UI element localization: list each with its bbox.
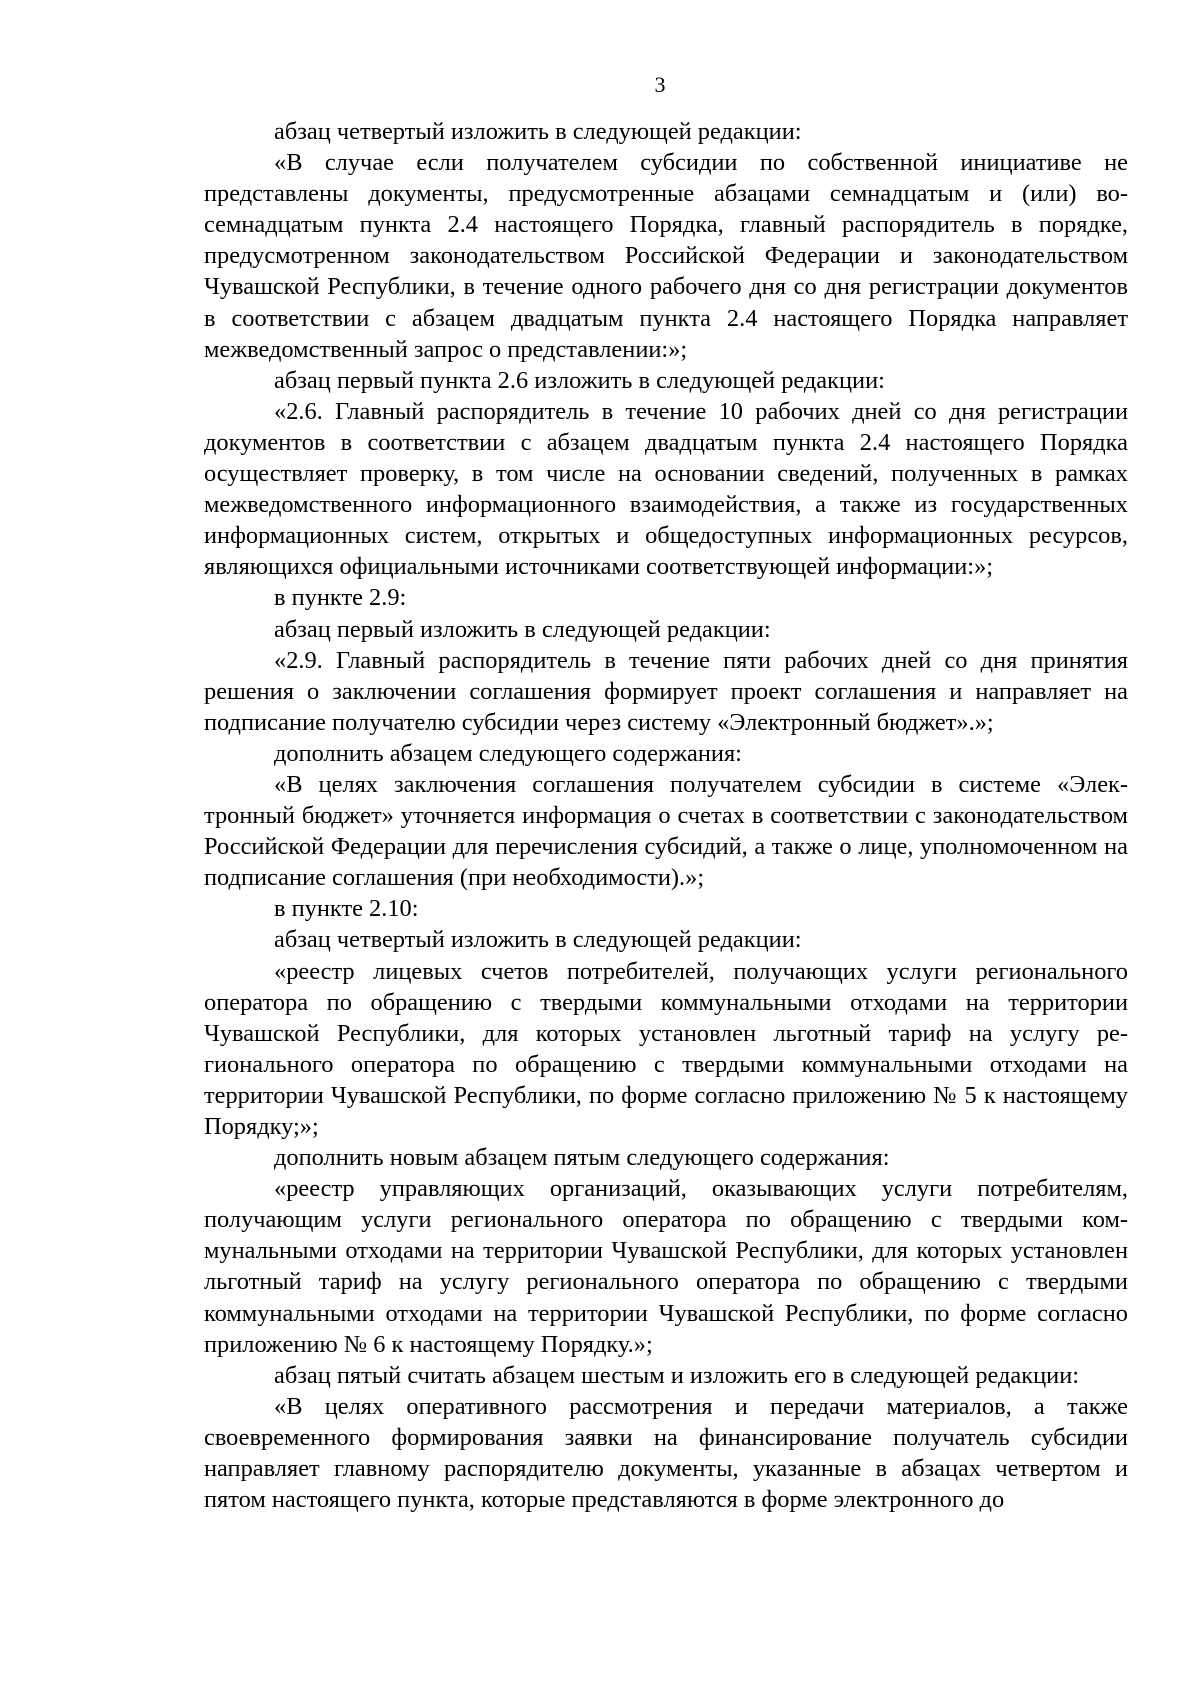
paragraph: в пункте 2.10: <box>274 895 419 923</box>
paragraph: абзац первый изложить в следующей редакции: <box>274 615 771 643</box>
paragraph: абзац четвертый изложить в следующей редакции: <box>274 118 802 145</box>
paragraph: «реестр лицевых счетов потребителей, получающих услуги регионального оператора по обращению с твердыми коммунальными отходами на территории Чувашской Республики, для которых установлен льготный тариф на услугу регионального оператора по обращению с твердыми коммунальными отходами на территории Чувашской Республики, по форме согласно приложению № 5 к настоящему Порядку;»; <box>204 957 1128 1140</box>
paragraph: абзац четвертый изложить в следующей редакции: <box>274 926 802 954</box>
paragraph: «2.9. Главный распорядитель в течение пяти рабочих дней со дня принятия решения о заключении соглашения формирует проект соглашения и направляет на подписание получателю субсидии через систему «Электронный бюджет».»; <box>204 646 1128 736</box>
paragraph: дополнить новым абзацем пятым следующего содержания: <box>274 1144 890 1172</box>
document-body <box>204 116 1128 1515</box>
paragraph: абзац первый пункта 2.6 изложить в следующей редакции: <box>274 366 885 394</box>
paragraph: в пункте 2.9: <box>274 584 407 612</box>
paragraph: «В целях заключения соглашения получателем субсидии в системе «Электронный бюджет» уточняется информация о счетах в соответствии с законодательством Российской Федерации для перечисления субсидий, а также о лице, уполномоченном на подписание соглашения (при необходимости).»; <box>204 770 1128 892</box>
page-number: 3 <box>654 72 666 97</box>
paragraph: «реестр управляющих организаций, оказывающих услуги потребителям, получающим услуги регионального оператора по обращению с твердыми коммунальными отходами на территории Чувашской Республики, для которых установлен льготный тариф на услугу регионального оператора по обращению с твердыми коммунальными отходами на территории Чувашской Республики, по форме согласно приложению № 6 к настоящему Порядку.»; <box>204 1175 1128 1358</box>
paragraph: «В целях оперативного рассмотрения и передачи материалов, а также своевременного формирования заявки на финансирование получатель субсидии направляет главному распорядителю документы, указанные в абзацах четвертом и пятом настоящего пункта, которые представляются в форме электронного до <box>204 1392 1128 1514</box>
paragraph: дополнить абзацем следующего содержания: <box>274 739 742 767</box>
paragraph: абзац пятый считать абзацем шестым и изложить его в следующей редакции: <box>274 1361 1080 1389</box>
paragraph: «2.6. Главный распорядитель в течение 10 рабочих дней со дня регистрации документов в соответствии с абзацем двадцатым пункта 2.4 настоящего Порядка осуществляет проверку, в том числе на основании сведений, полученных в рамках межведомственного информационного взаимодействия, а также из государственных информационных систем, открытых и общедоступных информационных ресурсов, являющихся официальными источниками соответствующей информации:»; <box>204 397 1128 581</box>
paragraph: «В случае если получателем субсидии по собственной инициативе не представлены документы, предусмотренные абзацами семнадцатым и (или) восемнадцатым пункта 2.4 настоящего Порядка, главный распорядитель в порядке, предусмотренном законодательством Российской Федерации и законодательством Чувашской Республики, в течение одного рабочего дня со дня регистрации документов в соответствии с абзацем двадцатым пункта 2.4 настоящего Порядка направляет межведомственный запрос о представлении:»; <box>204 149 1128 363</box>
